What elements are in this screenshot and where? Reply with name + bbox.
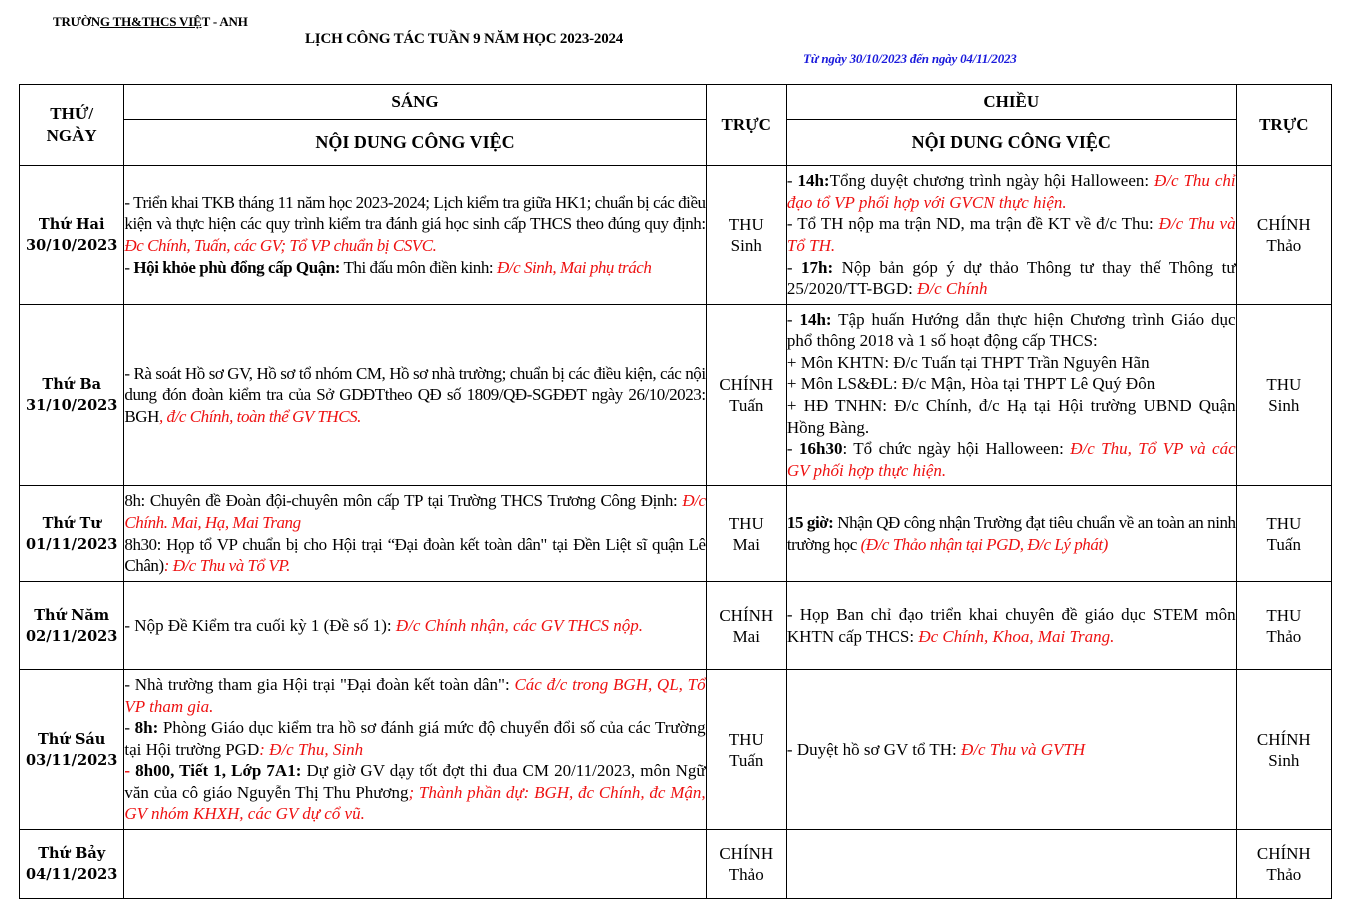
duty-staff: Thảo [728, 865, 764, 884]
afternoon-header: CHIỀU [786, 85, 1236, 120]
morning-content [124, 830, 706, 899]
afternoon-content [786, 305, 1236, 486]
task-text: Tập huấn Hướng dẫn thực hiện Chương trình Giáo dục phổ thông 2018 và 1 số hoạt động cấp THCS: [786, 309, 1236, 351]
duty-staff: Thảo [1266, 236, 1302, 255]
day-column-header [20, 85, 124, 166]
table-row [20, 670, 1332, 830]
duty-lead: CHÍNH [719, 375, 774, 394]
day-name: Thứ Bảy [38, 845, 106, 862]
task-assignee: : Đ/c Thu và Tổ VP. [163, 556, 290, 576]
duty-staff: Thảo [1266, 626, 1302, 646]
task-line [787, 604, 1236, 647]
duty-am-cell [706, 830, 786, 899]
day-header-line: NGÀY [46, 126, 97, 145]
duty-am-cell [706, 486, 786, 582]
duty-lead: THU [728, 513, 764, 533]
duty-am-cell [706, 166, 786, 305]
task-text: - Rà soát Hồ sơ GV, Hồ sơ tổ nhóm CM, Hồ sơ nhà trường; chuẩn bị các điều kiện, các nội dung đón đoàn kiểm tra của Sở GDĐTtheo QĐ số 1809/QĐ-SGĐĐT ngày 26/10/2023: BGH [124, 363, 706, 426]
day-cell [20, 670, 124, 830]
task-text: Nhận QĐ công nhận Trường đạt tiêu chuẩn về an toàn an ninh trường học [786, 512, 1236, 554]
task-line [787, 438, 1236, 481]
day-date: 03/11/2023 [26, 751, 118, 769]
task-assignee: Đ/c Chính. Mai, Hạ, Mai Trang [124, 491, 706, 532]
duty-pm-cell [1236, 305, 1331, 486]
task-line [787, 309, 1236, 352]
duty-am-header: TRỰC [706, 85, 786, 166]
school-name-part: TRƯỜN [53, 14, 100, 29]
duty-lead: THU [728, 729, 764, 749]
school-name-underlined: G TH&THCS VIỆ [99, 14, 202, 29]
duty-staff: Sinh [1268, 396, 1300, 415]
task-assignee: , đ/c Chính, toàn thể GV THCS. [158, 406, 361, 426]
task-time: 14h: [797, 171, 830, 191]
duty-staff: Mai [732, 534, 760, 554]
task-assignee: Đ/c Thu và GVTH [961, 739, 1086, 759]
task-text: - Nhà trường tham gia Hội trại "Đại đoàn kết toàn dân": [124, 674, 515, 694]
day-header-line: THỨ/ [50, 104, 94, 123]
task-line [787, 739, 1236, 761]
afternoon-subheader: NỘI DUNG CÔNG VIỆC [786, 120, 1236, 166]
task-text: - [124, 257, 134, 277]
table-row [20, 166, 1332, 305]
task-time: 15 giờ: [786, 512, 834, 532]
task-line [124, 760, 705, 825]
task-assignee: Đ/c Thu và Tổ TH. [786, 214, 1236, 255]
header-row [20, 85, 1332, 120]
task-line [124, 615, 705, 637]
morning-subheader: NỘI DUNG CÔNG VIỆC [124, 120, 706, 166]
task-line: + Môn LS&ĐL: Đ/c Mận, Hòa tại THPT Lê Quý Đôn [786, 374, 1156, 394]
duty-lead: CHÍNH [719, 844, 774, 863]
task-time: 14h: [799, 309, 832, 329]
afternoon-content [786, 486, 1236, 582]
task-assignee: Các đ/c trong BGH, QL, Tổ VP tham gia. [124, 674, 706, 716]
task-text: - Nộp Đề Kiểm tra cuối kỳ 1 (Đề số 1): [124, 615, 396, 635]
duty-am-cell [706, 305, 786, 486]
morning-content [124, 670, 706, 830]
task-assignee: Đ/c Thu chỉ đạo tổ VP phối hợp với GVCN thực hiện. [786, 171, 1236, 212]
table-row [20, 305, 1332, 486]
school-name-part: T - ANH [201, 14, 248, 29]
task-assignee: Đc Chính, Tuấn, các GV; Tổ VP chuẩn bị CSVC. [124, 236, 437, 255]
day-name: Thứ Tư [42, 514, 101, 532]
day-date: 02/11/2023 [26, 627, 118, 645]
day-cell [20, 582, 124, 670]
task-line [124, 717, 705, 760]
duty-am-cell [706, 582, 786, 670]
school-name [53, 14, 248, 30]
task-text: - [786, 171, 798, 191]
day-date: 01/11/2023 [26, 535, 118, 553]
duty-am-cell [706, 670, 786, 830]
task-time: 8h00, Tiết 1, Lớp 7A1: [135, 761, 302, 781]
duty-staff: Sinh [730, 236, 762, 255]
day-date: 04/11/2023 [26, 866, 118, 883]
duty-staff: Tuấn [1266, 534, 1301, 554]
task-text: 8h: Chuyên đề Đoàn đội-chuyên môn cấp TP tại Trường THCS Trương Công Định: [124, 491, 683, 511]
task-assignee: ; Thành phần dự: BGH, đc Chính, đc Mận, GV nhóm KHXH, các GV dự cổ vũ. [124, 782, 706, 824]
task-text: Nộp bản góp ý dự thảo Thông tư thay thế Thông tư 25/2020/TT-BGD: [786, 257, 1236, 299]
duty-pm-header: TRỰC [1236, 85, 1331, 166]
task-assignee: Đc Chính, Khoa, Mai Trang. [918, 626, 1115, 646]
task-text: - [124, 761, 136, 781]
schedule-table [19, 84, 1332, 899]
table-row [20, 830, 1332, 899]
afternoon-content [786, 582, 1236, 670]
day-cell [20, 166, 124, 305]
task-assignee: (Đ/c Thảo nhận tại PGD, Đ/c Lý phát) [860, 534, 1108, 554]
duty-pm-cell [1236, 830, 1331, 899]
morning-content [124, 582, 706, 670]
task-assignee: Đ/c Sinh, Mai phụ trách [496, 257, 652, 277]
task-line [124, 490, 705, 533]
task-line [787, 512, 1236, 555]
afternoon-content [786, 670, 1236, 830]
duty-pm-cell [1236, 486, 1331, 582]
duty-staff: Sinh [1268, 750, 1300, 770]
task-assignee: Đ/c Chính [917, 279, 988, 299]
task-assignee: Đ/c Chính nhận, các GV THCS nộp. [395, 615, 643, 635]
task-text: 8h30: Họp tổ VP chuẩn bị cho Hội trại “Đại đoàn kết toàn dân" tại Đền Liệt sĩ quận Lê Chân) [124, 534, 706, 576]
task-line: + Môn KHTN: Đ/c Tuấn tại THPT Trần Nguyên Hãn [786, 352, 1150, 372]
task-line: + HĐ TNHN: Đ/c Chính, đ/c Hạ tại Hội trường UBND Quận Hồng Bàng. [786, 396, 1236, 437]
day-name: Thứ Sáu [38, 730, 106, 748]
date-range: Từ ngày 30/10/2023 đến ngày 04/11/2023 [803, 51, 1017, 66]
duty-lead: THU [1266, 375, 1302, 394]
task-text: - [786, 309, 800, 329]
task-time: 8h: [134, 718, 159, 738]
duty-staff: Mai [732, 626, 760, 646]
duty-lead: CHÍNH [1256, 844, 1311, 863]
task-line [787, 170, 1236, 213]
task-text: - [124, 718, 135, 738]
morning-content [124, 166, 706, 305]
task-line [124, 192, 705, 257]
duty-lead: CHÍNH [719, 605, 774, 625]
day-cell [20, 305, 124, 486]
task-text: - Họp Ban chỉ đạo triển khai chuyên đề giáo dục STEM môn KHTN cấp THCS: [786, 604, 1236, 646]
duty-lead: THU [728, 215, 764, 234]
table-row [20, 486, 1332, 582]
day-name: Thứ Năm [34, 606, 110, 624]
task-time: 17h: [801, 257, 834, 277]
task-text: Thi đấu môn điền kinh: [339, 257, 497, 277]
task-line [787, 213, 1236, 256]
duty-staff: Tuấn [729, 396, 764, 415]
task-line [124, 534, 705, 577]
afternoon-content [786, 166, 1236, 305]
duty-lead: CHÍNH [1256, 729, 1311, 749]
task-label: Hội khỏe phù đổng cấp Quận: [133, 257, 340, 277]
morning-content [124, 486, 706, 582]
task-text: - Tổ TH nộp ma trận ND, ma trận đề KT về đ/c Thu: [786, 214, 1159, 234]
task-text: - Triển khai TKB tháng 11 năm học 2023-2024; Lịch kiểm tra giữa HK1; chuẩn bị các điều kiện và thực hiện các quy trình kiểm tra đánh giá học sinh cấp THCS theo đúng quy định: [124, 192, 706, 234]
task-line [124, 674, 705, 717]
task-text: - Duyệt hồ sơ GV tổ TH: [786, 739, 962, 759]
duty-pm-cell [1236, 670, 1331, 830]
subheader-row [20, 120, 1332, 166]
table-row [20, 582, 1332, 670]
task-assignee: Đ/c Thu, Tổ VP và các GV phối hợp thực hiện. [786, 439, 1236, 480]
duty-lead: THU [1266, 513, 1302, 533]
task-text: Tổng duyệt chương trình ngày hội Halloween: [829, 171, 1155, 191]
task-text: - [786, 439, 799, 459]
afternoon-content [786, 830, 1236, 899]
day-name: Thứ Hai [38, 216, 105, 233]
task-text: Phòng Giáo dục kiểm tra hồ sơ đánh giá mức độ chuyển đổi số của các Trường tại Hội trường PGD [124, 718, 706, 759]
day-date: 31/10/2023 [26, 397, 118, 414]
morning-header: SÁNG [124, 85, 706, 120]
duty-staff: Thảo [1266, 865, 1302, 884]
task-text: : Tổ chức ngày hội Halloween: [842, 439, 1071, 459]
duty-pm-cell [1236, 166, 1331, 305]
task-line [124, 257, 705, 279]
day-name: Thứ Ba [42, 376, 101, 393]
task-assignee: : Đ/c Thu, Sinh [259, 739, 364, 759]
day-date: 30/10/2023 [26, 237, 118, 254]
document-title: LỊCH CÔNG TÁC TUẦN 9 NĂM HỌC 2023-2024 [305, 31, 624, 47]
task-text: Dự giờ GV dạy tốt đợt thi đua CM 20/11/2023, môn Ngữ văn của cô giáo Nguyễn Thị Thu Phương [124, 761, 706, 802]
task-line [124, 363, 705, 428]
day-cell [20, 830, 124, 899]
duty-staff: Tuấn [729, 750, 764, 770]
duty-lead: CHÍNH [1256, 215, 1311, 234]
duty-lead: THU [1266, 605, 1302, 625]
duty-pm-cell [1236, 582, 1331, 670]
task-text: - [786, 257, 802, 277]
day-cell [20, 486, 124, 582]
task-time: 16h30 [799, 439, 843, 459]
morning-content [124, 305, 706, 486]
task-line [787, 257, 1236, 300]
